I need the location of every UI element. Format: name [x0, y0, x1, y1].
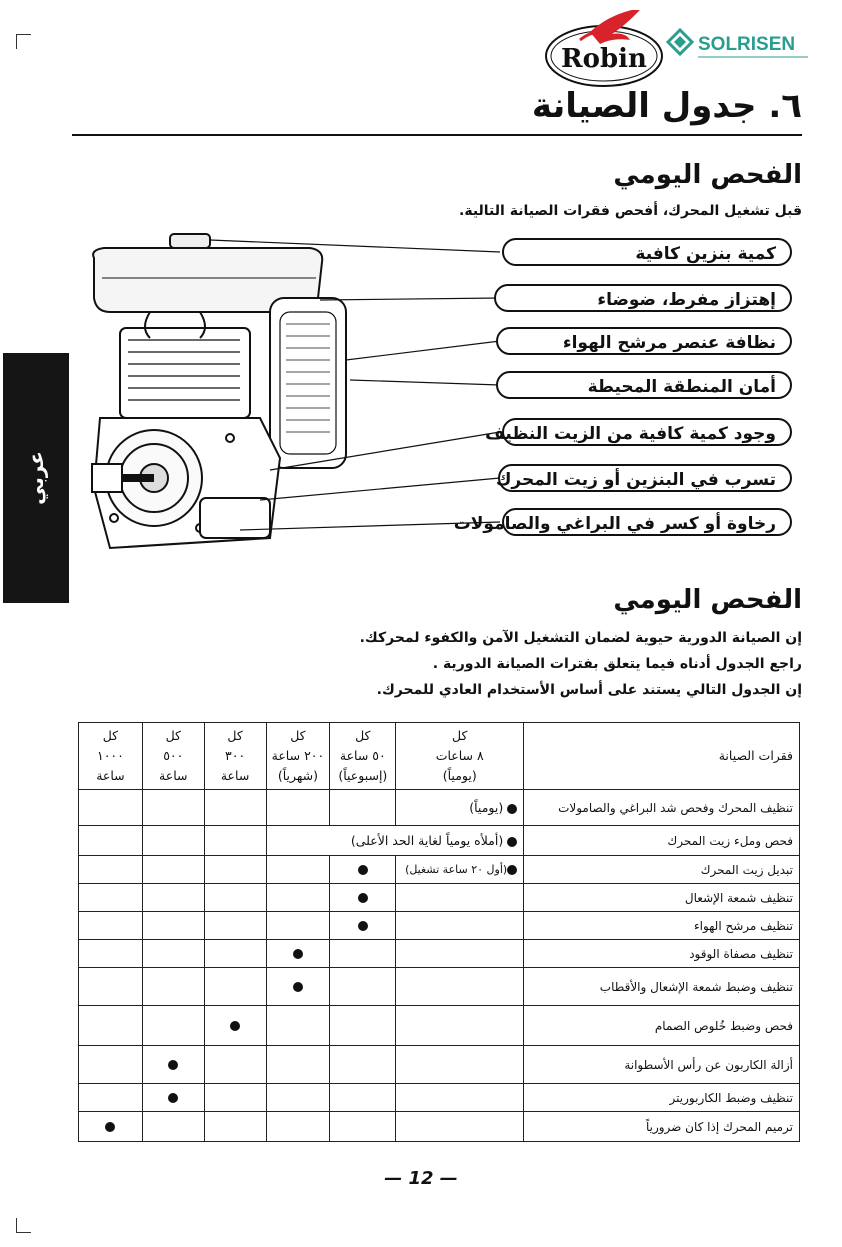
- callout-oil-level: وجود كمية كافية من الزيت النظيف: [502, 418, 792, 446]
- solrisen-logo-text: SOLRISEN: [698, 34, 796, 55]
- callout-air-filter: نظافة عنصر مرشح الهواء: [496, 327, 792, 355]
- row-item-label: تنظيف مصفاة الوقود: [524, 940, 800, 968]
- schedule-dot: [507, 865, 517, 875]
- language-side-tab-label: عربي: [24, 451, 48, 505]
- schedule-dot: [358, 865, 368, 875]
- schedule-dot: [293, 982, 303, 992]
- schedule-dot: [358, 921, 368, 931]
- row-item-label: تنظيف شمعة الإشعال: [524, 884, 800, 912]
- row-item-label: ترميم المحرك إذا كان ضرورياً: [524, 1112, 800, 1142]
- section-daily-check-heading: الفحص اليومي: [613, 160, 802, 190]
- robin-logo-text: Robin: [561, 44, 647, 74]
- table-row: [79, 940, 800, 968]
- header-interval-8h: كل ٨ ساعات (يومياً): [396, 723, 524, 790]
- table-row: [79, 968, 800, 1006]
- table-row: [79, 912, 800, 940]
- schedule-dot: [507, 804, 517, 814]
- header-interval-500h: كل ٥٠٠ ساعة: [142, 723, 204, 790]
- callout-bolts: رخاوة أو كسر في البراغي والصامولات: [502, 508, 792, 536]
- table-row: [79, 826, 800, 856]
- row-item-label: فحص وملء زيت المحرك: [524, 826, 800, 856]
- row-item-label: تنظيف المحرك وفحص شد البراغي والصامولات: [524, 790, 800, 826]
- row-item-label: تنظيف وضبط شمعة الإشعال والأقطاب: [524, 968, 800, 1006]
- callout-leaks: تسرب في البنزين أو زيت المحرك: [498, 464, 792, 492]
- schedule-dot: [293, 949, 303, 959]
- schedule-mark: (أول ٢٠ ساعة تشغيل): [396, 856, 524, 884]
- row-item-label: تنظيف وضبط الكاربوريتر: [524, 1084, 800, 1112]
- schedule-mark: (أملأه يومياً لغاية الحد الأعلى): [266, 826, 524, 856]
- page-title: ٦. جدول الصيانة: [531, 86, 802, 126]
- table-header-row: [79, 723, 800, 790]
- schedule-mark: (يومياً): [396, 790, 524, 826]
- row-item-label: أزالة الكاربون عن رأس الأسطوانة: [524, 1046, 800, 1084]
- table-row: [79, 884, 800, 912]
- maintenance-schedule-table: [78, 722, 800, 1142]
- maintenance-line-3: إن الجدول التالي يستند على أساس الأستخدام العادي للمحرك.: [376, 682, 802, 698]
- table-row: [79, 856, 800, 884]
- callout-surroundings: أمان المنطقة المحيطة: [496, 371, 792, 399]
- schedule-dot: [507, 837, 517, 847]
- table-row: [79, 1006, 800, 1046]
- header-interval-200h: كل ٢٠٠ ساعة (شهرياً): [266, 723, 330, 790]
- header-interval-300h: كل ٣٠٠ ساعة: [204, 723, 266, 790]
- table-row: [79, 790, 800, 826]
- schedule-dot: [168, 1060, 178, 1070]
- row-item-label: فحص وضبط خُلوص الصمام: [524, 1006, 800, 1046]
- table-row: [79, 1084, 800, 1112]
- crop-mark-bottom-left: [16, 1218, 31, 1233]
- schedule-dot: [168, 1093, 178, 1103]
- header-interval-1000h: كل ١٠٠٠ ساعة: [79, 723, 143, 790]
- row-item-label: تبديل زيت المحرك: [524, 856, 800, 884]
- header-interval-50h: كل ٥٠ ساعة (إسبوعياً): [330, 723, 396, 790]
- section-maintenance-heading: الفحص اليومي: [613, 585, 802, 615]
- maintenance-line-2: راجع الجدول أدناه فيما يتعلق بفترات الصيانة الدورية .: [432, 656, 802, 672]
- maintenance-line-1: إن الصيانة الدورية حيوية لضمان التشغيل الآمن والكفوء لمحركك.: [359, 630, 802, 646]
- schedule-dot: [105, 1122, 115, 1132]
- row-item-label: تنظيف مرشح الهواء: [524, 912, 800, 940]
- schedule-dot: [358, 893, 368, 903]
- section-daily-check-intro: قبل تشغيل المحرك، أفحص فقرات الصيانة التالية.: [459, 203, 802, 219]
- table-row: [79, 1112, 800, 1142]
- callout-fuel: كمية بنزين كافية: [502, 238, 792, 266]
- table-row: [79, 1046, 800, 1084]
- header-maintenance-items: فقرات الصيانة: [524, 723, 800, 790]
- schedule-dot: [230, 1021, 240, 1031]
- callout-vibration: إهتزاز مفرط، ضوضاء: [494, 284, 792, 312]
- page-number: — 12 —: [384, 1168, 458, 1189]
